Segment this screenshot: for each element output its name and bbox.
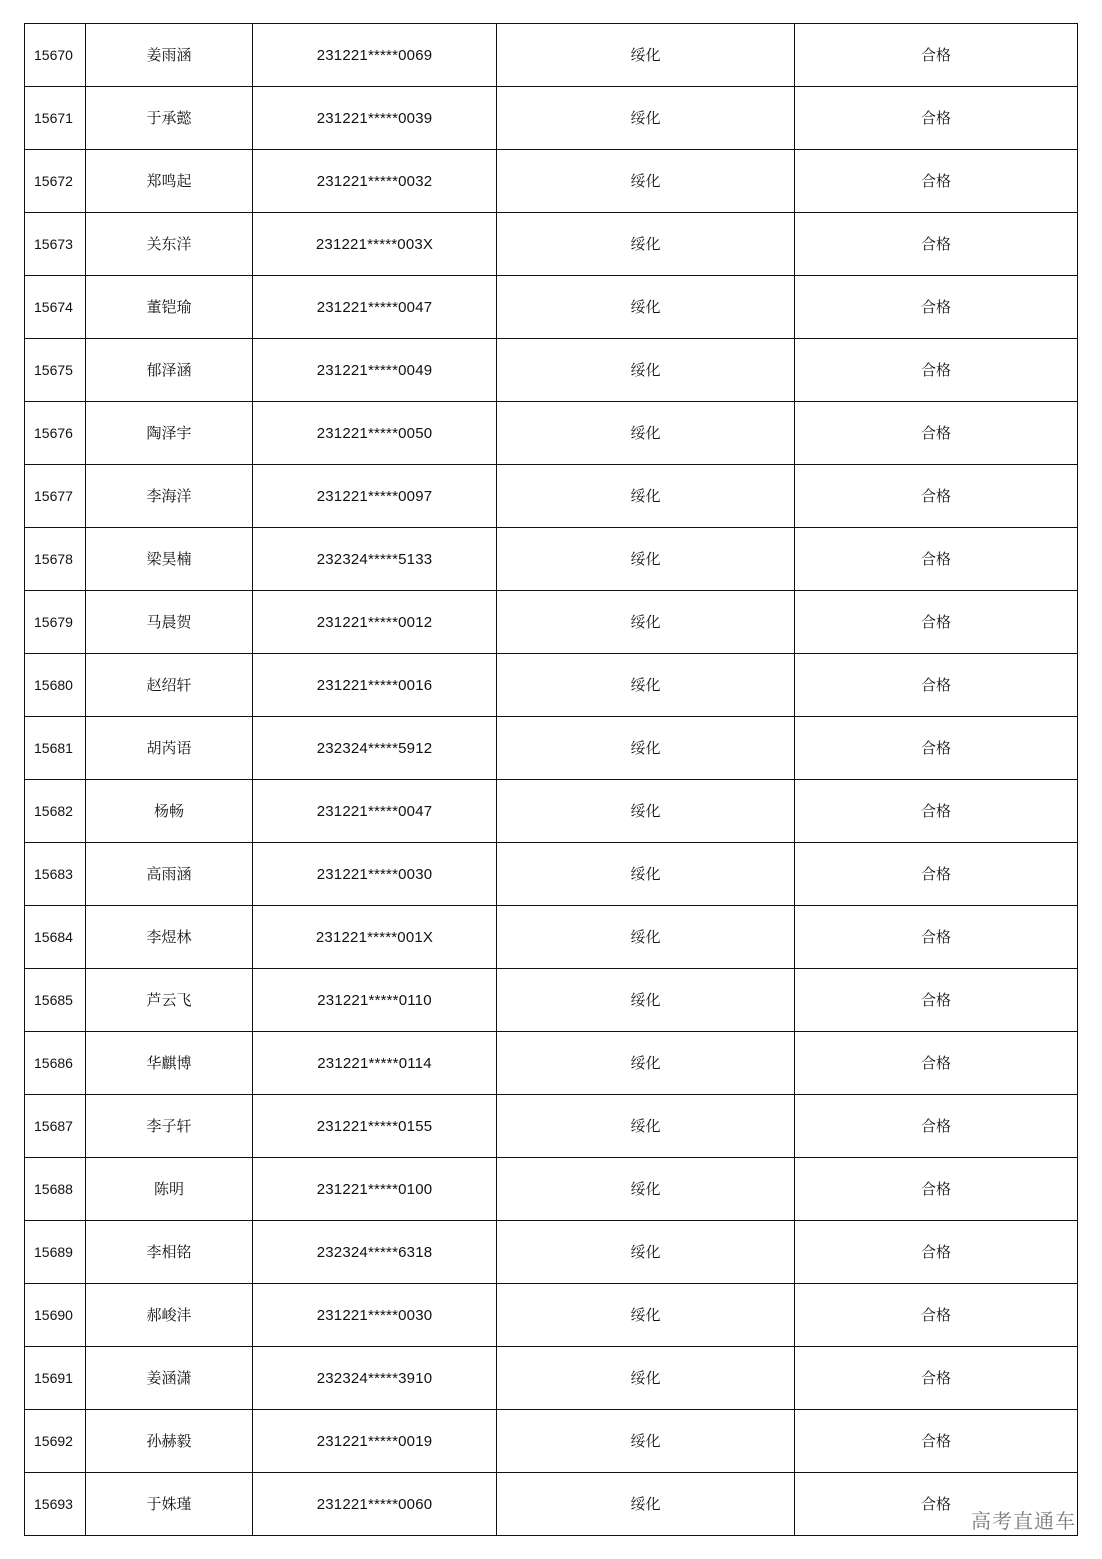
cell-seq: 15693 xyxy=(25,1473,86,1536)
table-row xyxy=(25,1095,1078,1158)
cell-city: 绥化 xyxy=(497,1347,795,1410)
table-row xyxy=(25,465,1078,528)
cell-name: 于承懿 xyxy=(86,87,253,150)
cell-city: 绥化 xyxy=(497,1221,795,1284)
cell-result: 合格 xyxy=(795,1158,1078,1221)
cell-city: 绥化 xyxy=(497,780,795,843)
cell-name: 李相铭 xyxy=(86,1221,253,1284)
table-row xyxy=(25,276,1078,339)
cell-result: 合格 xyxy=(795,528,1078,591)
cell-seq: 15672 xyxy=(25,150,86,213)
cell-city: 绥化 xyxy=(497,591,795,654)
cell-seq: 15689 xyxy=(25,1221,86,1284)
table-row xyxy=(25,906,1078,969)
cell-id-number: 231221*****003X xyxy=(253,213,497,276)
cell-result: 合格 xyxy=(795,1473,1078,1536)
cell-city: 绥化 xyxy=(497,1095,795,1158)
cell-result: 合格 xyxy=(795,906,1078,969)
cell-seq: 15682 xyxy=(25,780,86,843)
cell-name: 姜雨涵 xyxy=(86,24,253,87)
table-row xyxy=(25,780,1078,843)
cell-name: 李煜林 xyxy=(86,906,253,969)
cell-id-number: 231221*****0110 xyxy=(253,969,497,1032)
cell-id-number: 231221*****0016 xyxy=(253,654,497,717)
cell-city: 绥化 xyxy=(497,969,795,1032)
cell-name: 郑鸣起 xyxy=(86,150,253,213)
cell-city: 绥化 xyxy=(497,24,795,87)
cell-result: 合格 xyxy=(795,843,1078,906)
cell-city: 绥化 xyxy=(497,1284,795,1347)
cell-seq: 15681 xyxy=(25,717,86,780)
cell-result: 合格 xyxy=(795,213,1078,276)
cell-name: 华麒博 xyxy=(86,1032,253,1095)
cell-name: 于姝瑾 xyxy=(86,1473,253,1536)
cell-result: 合格 xyxy=(795,654,1078,717)
cell-city: 绥化 xyxy=(497,654,795,717)
results-table xyxy=(24,23,1078,1536)
cell-id-number: 231221*****0069 xyxy=(253,24,497,87)
cell-city: 绥化 xyxy=(497,1473,795,1536)
cell-city: 绥化 xyxy=(497,1410,795,1473)
cell-seq: 15674 xyxy=(25,276,86,339)
table-row xyxy=(25,1410,1078,1473)
cell-seq: 15675 xyxy=(25,339,86,402)
cell-seq: 15686 xyxy=(25,1032,86,1095)
cell-city: 绥化 xyxy=(497,1032,795,1095)
cell-result: 合格 xyxy=(795,402,1078,465)
cell-id-number: 231221*****0050 xyxy=(253,402,497,465)
cell-id-number: 232324*****5133 xyxy=(253,528,497,591)
cell-id-number: 231221*****0012 xyxy=(253,591,497,654)
cell-id-number: 231221*****0114 xyxy=(253,1032,497,1095)
cell-name: 郝峻沣 xyxy=(86,1284,253,1347)
cell-result: 合格 xyxy=(795,1284,1078,1347)
cell-id-number: 232324*****3910 xyxy=(253,1347,497,1410)
cell-city: 绥化 xyxy=(497,1158,795,1221)
cell-city: 绥化 xyxy=(497,528,795,591)
table-row xyxy=(25,1284,1078,1347)
cell-name: 杨畅 xyxy=(86,780,253,843)
cell-id-number: 231221*****0032 xyxy=(253,150,497,213)
cell-seq: 15688 xyxy=(25,1158,86,1221)
cell-name: 李子轩 xyxy=(86,1095,253,1158)
results-table-body xyxy=(25,24,1078,1536)
cell-result: 合格 xyxy=(795,87,1078,150)
table-row xyxy=(25,1221,1078,1284)
cell-result: 合格 xyxy=(795,276,1078,339)
cell-name: 高雨涵 xyxy=(86,843,253,906)
cell-result: 合格 xyxy=(795,339,1078,402)
cell-name: 陶泽宇 xyxy=(86,402,253,465)
cell-id-number: 231221*****0155 xyxy=(253,1095,497,1158)
table-row xyxy=(25,1158,1078,1221)
table-row xyxy=(25,1032,1078,1095)
table-row xyxy=(25,969,1078,1032)
cell-city: 绥化 xyxy=(497,717,795,780)
table-row xyxy=(25,24,1078,87)
cell-result: 合格 xyxy=(795,24,1078,87)
table-row xyxy=(25,528,1078,591)
table-row xyxy=(25,402,1078,465)
cell-id-number: 232324*****6318 xyxy=(253,1221,497,1284)
cell-id-number: 231221*****0030 xyxy=(253,843,497,906)
cell-name: 李海洋 xyxy=(86,465,253,528)
table-row xyxy=(25,1473,1078,1536)
cell-id-number: 231221*****0047 xyxy=(253,276,497,339)
cell-seq: 15690 xyxy=(25,1284,86,1347)
table-row xyxy=(25,717,1078,780)
cell-seq: 15692 xyxy=(25,1410,86,1473)
cell-city: 绥化 xyxy=(497,843,795,906)
cell-seq: 15683 xyxy=(25,843,86,906)
cell-name: 胡芮语 xyxy=(86,717,253,780)
cell-id-number: 231221*****001X xyxy=(253,906,497,969)
cell-seq: 15691 xyxy=(25,1347,86,1410)
cell-city: 绥化 xyxy=(497,906,795,969)
table-row xyxy=(25,339,1078,402)
cell-result: 合格 xyxy=(795,1221,1078,1284)
cell-name: 董铠瑜 xyxy=(86,276,253,339)
cell-city: 绥化 xyxy=(497,402,795,465)
cell-name: 郁泽涵 xyxy=(86,339,253,402)
cell-seq: 15671 xyxy=(25,87,86,150)
table-row xyxy=(25,213,1078,276)
cell-id-number: 232324*****5912 xyxy=(253,717,497,780)
cell-city: 绥化 xyxy=(497,87,795,150)
cell-seq: 15678 xyxy=(25,528,86,591)
cell-name: 姜涵潇 xyxy=(86,1347,253,1410)
cell-result: 合格 xyxy=(795,1347,1078,1410)
cell-name: 梁昊楠 xyxy=(86,528,253,591)
cell-city: 绥化 xyxy=(497,213,795,276)
cell-id-number: 231221*****0019 xyxy=(253,1410,497,1473)
table-row xyxy=(25,591,1078,654)
table-row xyxy=(25,654,1078,717)
cell-seq: 15677 xyxy=(25,465,86,528)
cell-id-number: 231221*****0039 xyxy=(253,87,497,150)
cell-name: 芦云飞 xyxy=(86,969,253,1032)
watermark-text: 高考直通车 xyxy=(971,1509,1076,1533)
cell-result: 合格 xyxy=(795,465,1078,528)
cell-id-number: 231221*****0049 xyxy=(253,339,497,402)
cell-id-number: 231221*****0097 xyxy=(253,465,497,528)
cell-id-number: 231221*****0047 xyxy=(253,780,497,843)
cell-seq: 15676 xyxy=(25,402,86,465)
table-row xyxy=(25,150,1078,213)
cell-result: 合格 xyxy=(795,591,1078,654)
cell-result: 合格 xyxy=(795,969,1078,1032)
cell-name: 赵绍轩 xyxy=(86,654,253,717)
cell-name: 孙赫毅 xyxy=(86,1410,253,1473)
cell-name: 关东洋 xyxy=(86,213,253,276)
cell-result: 合格 xyxy=(795,1410,1078,1473)
table-row xyxy=(25,843,1078,906)
cell-result: 合格 xyxy=(795,717,1078,780)
cell-id-number: 231221*****0060 xyxy=(253,1473,497,1536)
table-row xyxy=(25,1347,1078,1410)
cell-result: 合格 xyxy=(795,1095,1078,1158)
cell-seq: 15684 xyxy=(25,906,86,969)
cell-seq: 15687 xyxy=(25,1095,86,1158)
cell-id-number: 231221*****0030 xyxy=(253,1284,497,1347)
cell-seq: 15679 xyxy=(25,591,86,654)
cell-result: 合格 xyxy=(795,150,1078,213)
cell-seq: 15680 xyxy=(25,654,86,717)
cell-city: 绥化 xyxy=(497,276,795,339)
cell-result: 合格 xyxy=(795,780,1078,843)
cell-city: 绥化 xyxy=(497,150,795,213)
cell-name: 马晨贺 xyxy=(86,591,253,654)
cell-seq: 15670 xyxy=(25,24,86,87)
cell-result: 合格 xyxy=(795,1032,1078,1095)
cell-id-number: 231221*****0100 xyxy=(253,1158,497,1221)
table-row xyxy=(25,87,1078,150)
cell-seq: 15685 xyxy=(25,969,86,1032)
cell-city: 绥化 xyxy=(497,465,795,528)
cell-seq: 15673 xyxy=(25,213,86,276)
cell-name: 陈明 xyxy=(86,1158,253,1221)
cell-city: 绥化 xyxy=(497,339,795,402)
